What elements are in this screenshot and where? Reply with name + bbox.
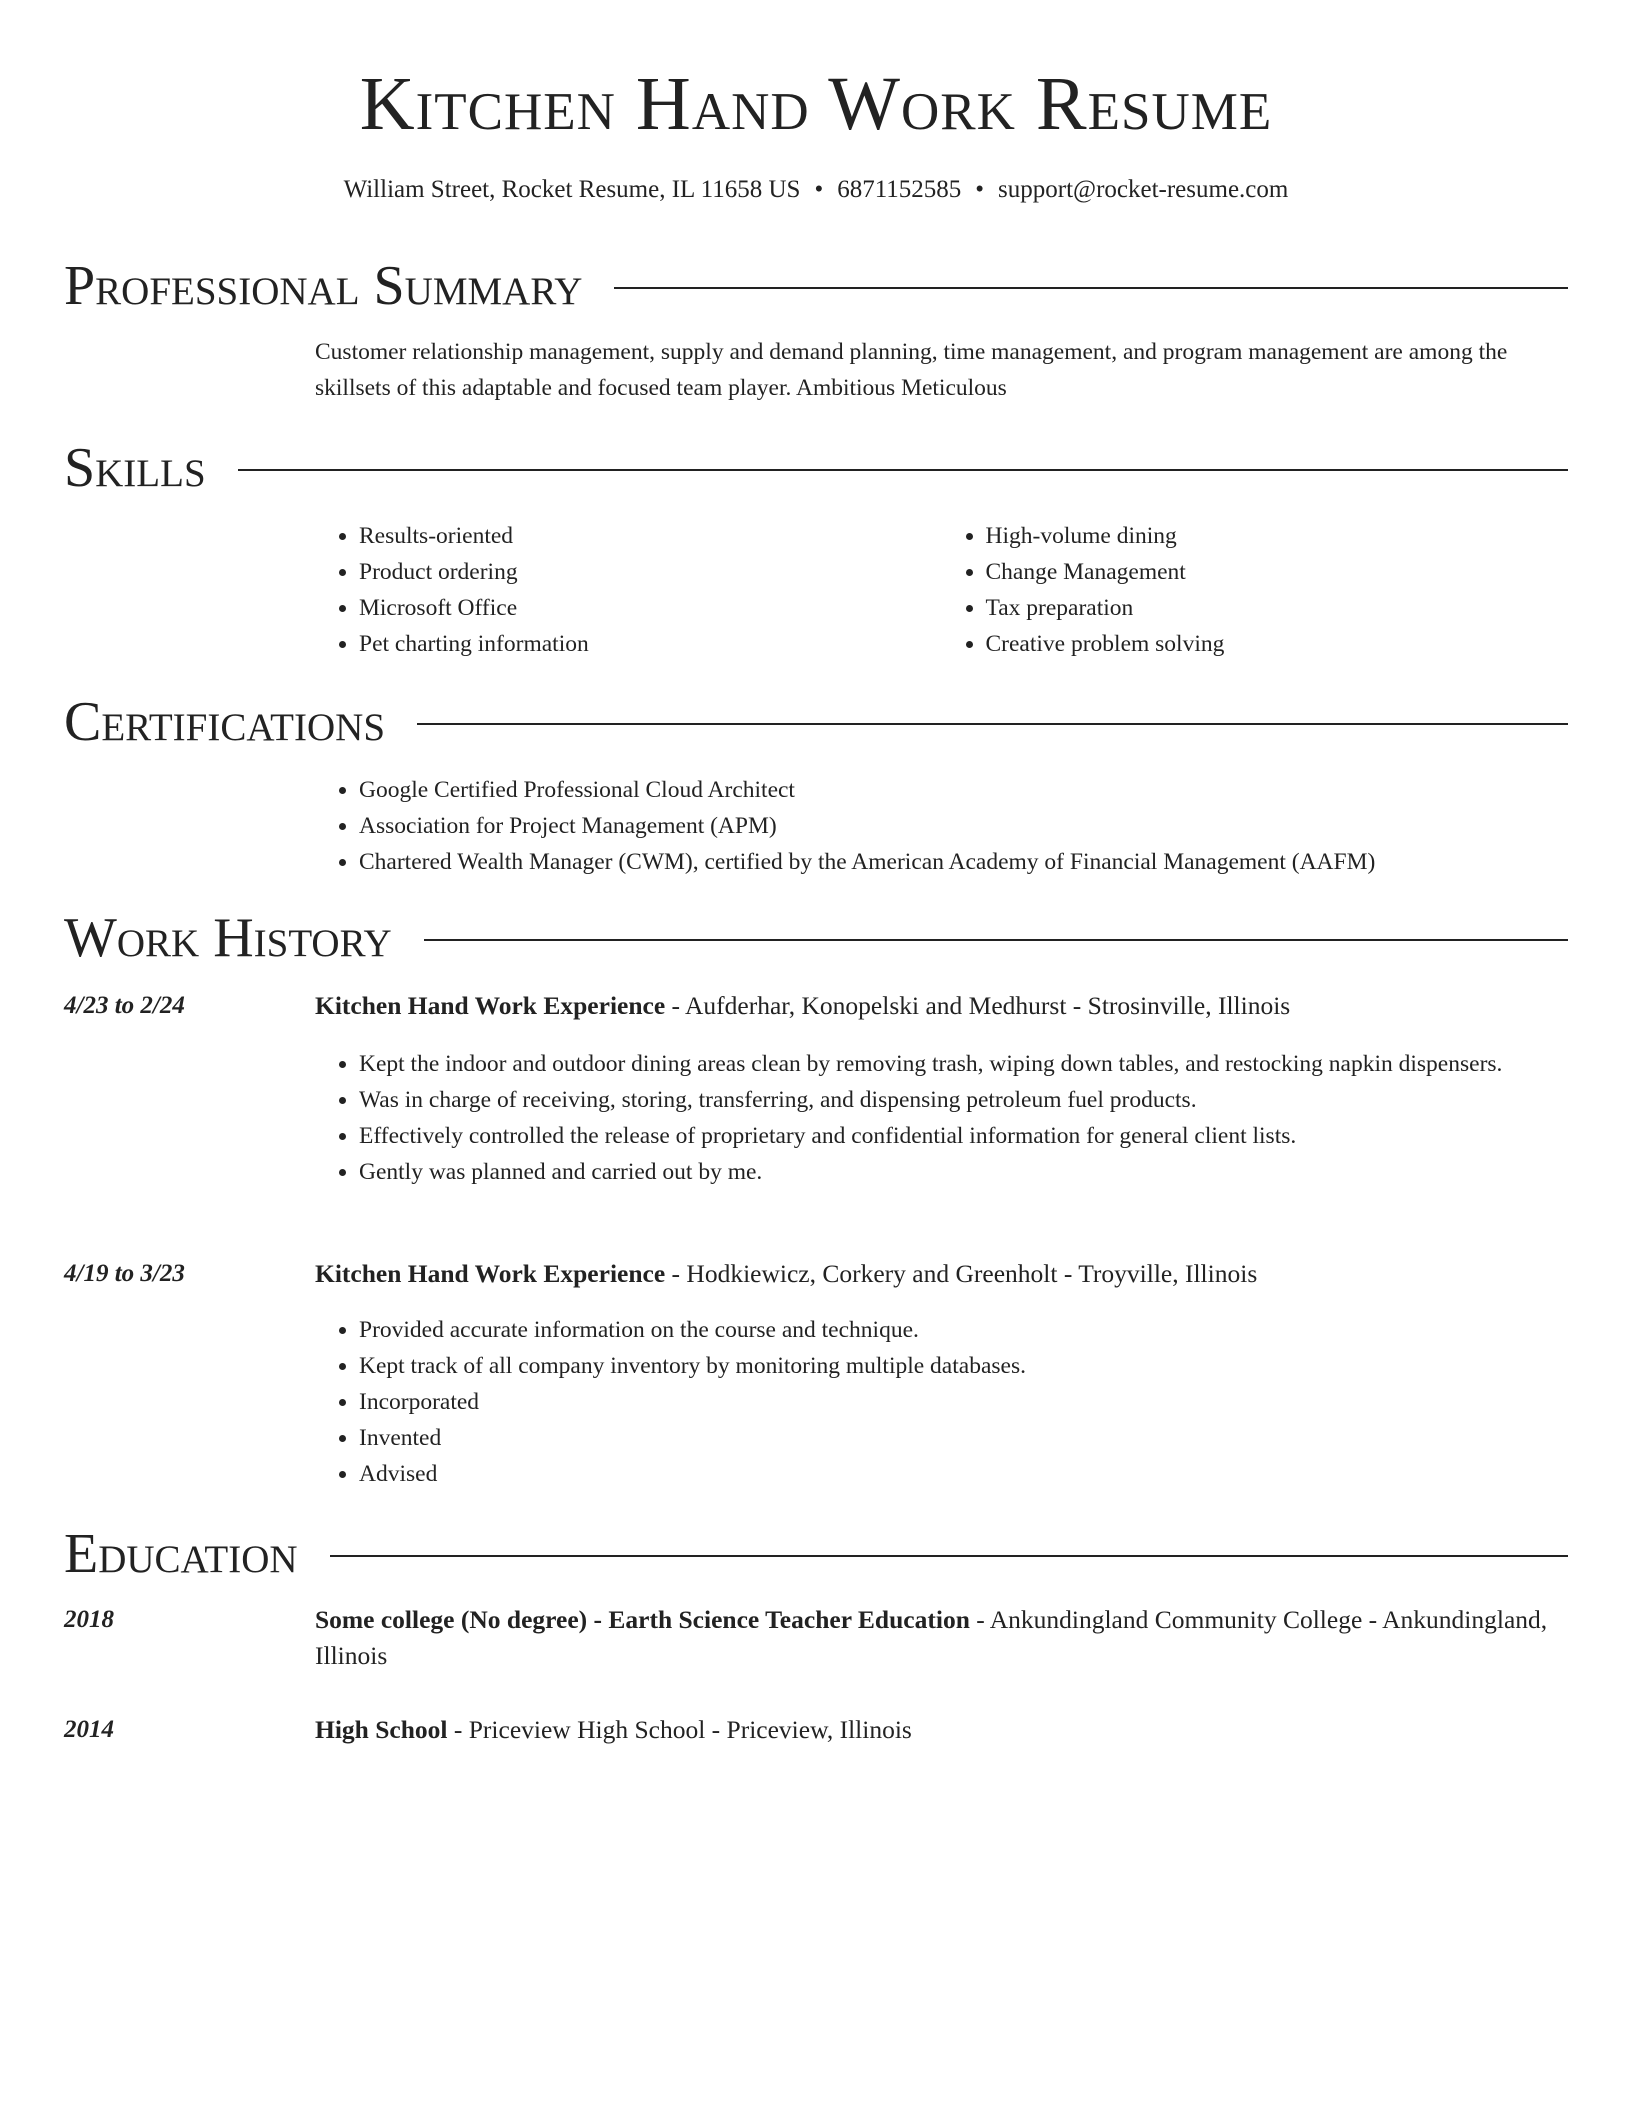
summary-section-header [64, 254, 1568, 318]
education-entry [315, 1602, 1568, 1674]
job-employer: - Hodkiewicz, Corkery and Greenholt - Troyville, Illinois [665, 1259, 1258, 1288]
certifications-list [315, 772, 1568, 880]
job-bullet: • Was in charge of receiving, storing, transferring, and dispensing petroleum fuel products. [359, 1082, 1568, 1118]
job-bullets [315, 1312, 1568, 1492]
job-bullet: • Invented [359, 1420, 1568, 1456]
section-divider [238, 469, 1568, 471]
section-divider [424, 939, 1568, 941]
resume-title: Kitchen Hand Work Resume [359, 62, 1273, 146]
job-bullet: • Kept the indoor and outdoor dining areas clean by removing trash, wiping down tables, and restocking napkin dispensers. [359, 1046, 1568, 1082]
job-bullet: • Kept track of all company inventory by monitoring multiple databases. [359, 1348, 1568, 1384]
certifications-heading: Certifications [64, 691, 386, 753]
contact-address: William Street, Rocket Resume, IL 11658 US [343, 176, 801, 203]
section-divider [417, 723, 1568, 725]
skills-right-column [942, 518, 1569, 662]
contact-email: support@rocket-resume.com [998, 176, 1289, 203]
summary-heading: Professional Summary [64, 255, 583, 317]
job-employer: - Aufderhar, Konopelski and Medhurst - Strosinville, Illinois [665, 991, 1291, 1020]
education-school: - Ankundingland Community College - Ankundingland, Illinois [315, 1605, 1548, 1670]
contact-line [64, 173, 1568, 207]
certification-item: • Association for Project Management (APM) [359, 808, 1568, 844]
skills-list [315, 518, 1568, 662]
skill-item: • Product ordering [359, 554, 942, 590]
skill-item: • Pet charting information [359, 626, 942, 662]
contact-separator: • [814, 176, 824, 203]
job-dates: 4/23 to 2/24 [64, 992, 185, 1019]
job-bullets [315, 1046, 1568, 1190]
job-bullet: • Effectively controlled the release of proprietary and confidential information for general client lists. [359, 1118, 1568, 1154]
skills-left-column [315, 518, 942, 662]
skills-section-header [64, 436, 1568, 500]
skill-item: • Change Management [986, 554, 1569, 590]
certifications-section-header [64, 690, 1568, 754]
section-divider [614, 287, 1568, 289]
job-bullet: • Provided accurate information on the course and technique. [359, 1312, 1568, 1348]
job-heading [315, 1256, 1568, 1292]
skill-item: • Results-oriented [359, 518, 942, 554]
summary-text: Customer relationship management, supply and demand planning, time management, and program management are among the skillsets of this adaptable and focused team player. Ambitious Meticulous [315, 339, 1508, 401]
education-school: - Priceview High School - Priceview, Illinois [447, 1715, 912, 1744]
certification-item: • Chartered Wealth Manager (CWM), certified by the American Academy of Financial Management (AAFM) [359, 844, 1568, 880]
education-section-header [64, 1522, 1568, 1586]
education-heading: Education [64, 1523, 298, 1585]
work-heading: Work History [64, 907, 392, 969]
contact-phone: 6871152585 [837, 176, 962, 203]
education-title: Some college (No degree) - Earth Science Teacher Education [315, 1605, 970, 1634]
contact-separator: • [975, 176, 985, 203]
education-year: 2018 [64, 1606, 114, 1633]
job-title: Kitchen Hand Work Experience [315, 991, 666, 1020]
job-heading [315, 988, 1568, 1024]
skill-item: • Tax preparation [986, 590, 1569, 626]
certification-item: • Google Certified Professional Cloud Architect [359, 772, 1568, 808]
section-divider [330, 1555, 1568, 1557]
job-title: Kitchen Hand Work Experience [315, 1259, 666, 1288]
education-title: High School [315, 1715, 448, 1744]
skills-heading: Skills [64, 437, 206, 499]
education-entry [315, 1712, 1568, 1748]
work-section-header [64, 906, 1568, 970]
skill-item: • Microsoft Office [359, 590, 942, 626]
education-year: 2014 [64, 1716, 114, 1743]
job-bullet: • Gently was planned and carried out by me. [359, 1154, 1568, 1190]
skill-item: • Creative problem solving [986, 626, 1569, 662]
job-bullet: • Incorporated [359, 1384, 1568, 1420]
skill-item: • High-volume dining [986, 518, 1569, 554]
job-dates: 4/19 to 3/23 [64, 1260, 185, 1287]
job-bullet: • Advised [359, 1456, 1568, 1492]
